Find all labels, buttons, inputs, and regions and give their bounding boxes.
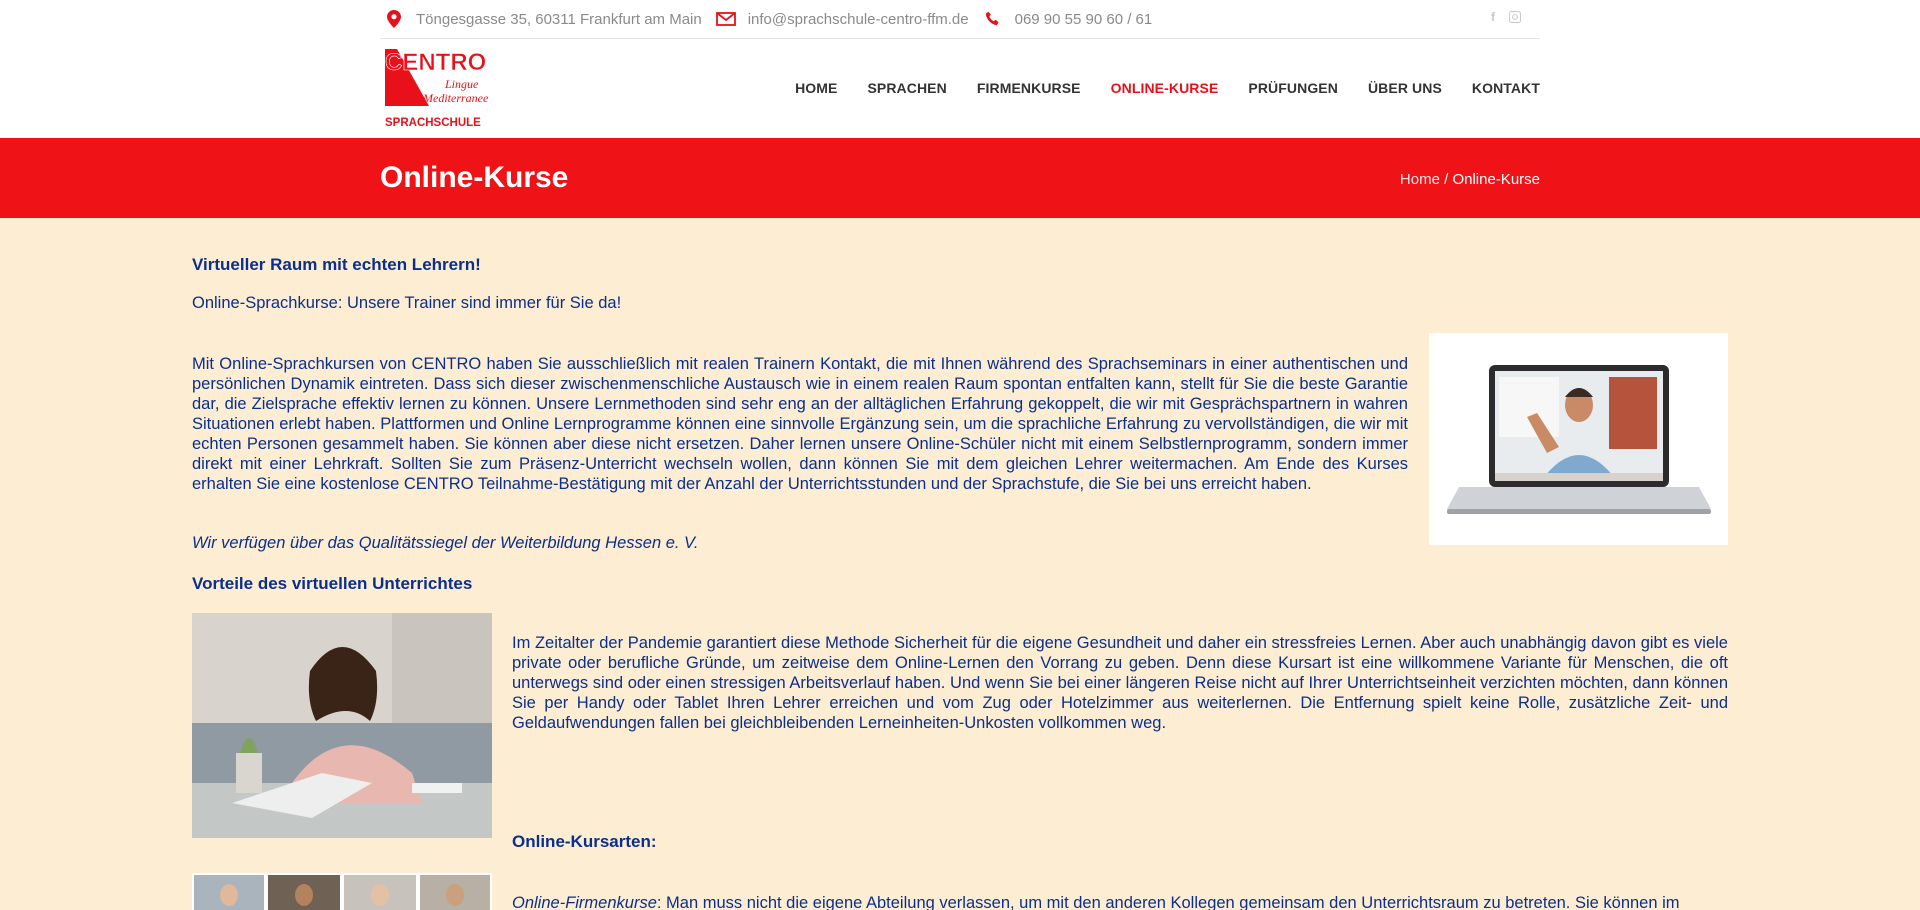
nav-online-kurse[interactable]: ONLINE-KURSE [1110, 80, 1219, 96]
firmenkurse-text: : Man muss nicht die eigene Abteilung verlassen, um mit den anderen Kollegen gemeinsam den Unterrichtsraum zu betreten. Sie können im [656, 894, 1680, 910]
breadcrumb [1400, 171, 1540, 188]
intro-paragraph: Mit Online-Sprachkursen von CENTRO haben Sie ausschließlich mit realen Trainern Kontakt, die mit Ihnen während des Sprachseminars in einer authentischen und persönlichen Dynamik eintreten. Dass sich dieser zwischenmenschliche Austausch wie in einem realen Raum spontan entfalten kann, stellt für Sie die beste Garantie dar, die Zielsprache effektiv lernen zu können. Unsere Lernmethoden sind sehr eng an der alltäglichen Erfahrung gekoppelt, die wir mit Gesprächspartnern in wahren Situationen erlebt haben. Plattformen und Online Lernprogramme können eine sinnvolle Ergänzung sein, um die sprachliche Erfahrung zu vervollständigen, die wir mit echten Personen gesammelt haben. Sie können aber diese nicht ersetzen. Daher lernen unsere Online-Schüler nicht mit einem Selbstlernprogramm, sondern immer direkt mit einer Lehrkraft. Sollten Sie zum Präsenz-Unterricht wechseln wollen, dann können Sie mit dem gleichen Lehrer weitermachen. Am Ende des Kurses erhalten Sie eine kostenlose CENTRO Teilnahme-Bestätigung mit der Anzahl der Unterrichtsstunden und der Sprachstufe, die Sie bei uns erreicht haben. [192, 355, 1408, 493]
envelope-icon [716, 9, 736, 29]
nav-sprachen[interactable]: SPRACHEN [867, 80, 947, 96]
address-text: Töngesgasse 35, 60311 Frankfurt am Main [416, 10, 702, 28]
logo-line2: Mediterranee [423, 91, 489, 105]
course-types-paragraph [512, 893, 1728, 910]
facebook-icon[interactable]: f [1491, 10, 1495, 24]
instagram-icon[interactable] [1508, 10, 1522, 24]
page-title: Online-Kurse [380, 161, 569, 194]
breadcrumb-home[interactable]: Home [1399, 171, 1440, 188]
quality-seal-note: Wir verfügen über das Qualitätssiegel der Weiterbildung Hessen e. V. [192, 534, 699, 552]
breadcrumb-current: Online-Kurse [1452, 171, 1540, 188]
main-content [192, 218, 1728, 910]
contact-row [380, 0, 1540, 39]
laptop-video-call-image [1429, 333, 1728, 545]
woman-with-headset-image [192, 613, 492, 838]
site-logo[interactable] [383, 46, 493, 130]
logo-brand: CENTRO [385, 49, 487, 76]
nav-ueber-uns[interactable]: ÜBER UNS [1367, 80, 1442, 96]
breadcrumb-separator: / [1439, 171, 1453, 188]
main-nav [765, 66, 1540, 110]
phone-link[interactable]: 069 90 55 90 60 / 61 [1014, 10, 1153, 28]
logo-sub: SPRACHSCHULE [385, 117, 481, 129]
map-pin-icon [384, 9, 404, 29]
contact-email[interactable] [712, 9, 969, 29]
heading-virtual-room: Virtueller Raum mit echten Lehrern! [192, 255, 481, 274]
firmenkurse-term: Online-Firmenkurse [512, 894, 657, 910]
lead-text: Online-Sprachkurse: Unsere Trainer sind immer für Sie da! [192, 294, 622, 312]
logo-line1: Lingue [445, 77, 479, 91]
contact-address [380, 9, 702, 29]
advantages-paragraph: Im Zeitalter der Pandemie garantiert diese Methode Sicherheit für die eigene Gesundheit und daher ein stressfreies Lernen. Aber auch unabhängig davon gibt es viele private oder berufliche Gründe, um zeitweise dem Online-Lernen den Vorrang zu geben. Denn diese Kursart ist eine willkommene Variante für Menschen, die oft unterwegs sind oder einen stressigen Arbeitsverlauf haben. Und wenn Sie bei einer längeren Reise nicht auf Ihrer Unterrichtseinheit verzichten möchten, dann können Sie per Handy oder Tablet Ihren Lehrer erreichen und vom Zug oder Hotelzimmer aus weiterlernen. Die Entfernung spielt keine Rolle, zusätzliche Zeit- und Geldaufwendungen fallen bei gleichbleibenden Lerneinheiten-Unkosten vollkommen weg. [512, 634, 1728, 732]
nav-home[interactable]: HOME [795, 80, 838, 96]
page-banner [0, 138, 1920, 218]
phone-icon [983, 9, 1003, 29]
heading-advantages: Vorteile des virtuellen Unterrichtes [192, 574, 473, 593]
contact-phone[interactable] [979, 9, 1153, 29]
site-header [0, 0, 1920, 138]
email-link[interactable]: info@sprachschule-centro-ffm.de [747, 10, 969, 28]
social-links [1486, 10, 1522, 24]
heading-course-types: Online-Kursarten: [512, 832, 657, 851]
video-conference-team-image [192, 873, 492, 910]
nav-firmenkurse[interactable]: FIRMENKURSE [976, 80, 1081, 96]
nav-pruefungen[interactable]: PRÜFUNGEN [1248, 80, 1338, 96]
nav-kontakt[interactable]: KONTAKT [1471, 80, 1540, 96]
